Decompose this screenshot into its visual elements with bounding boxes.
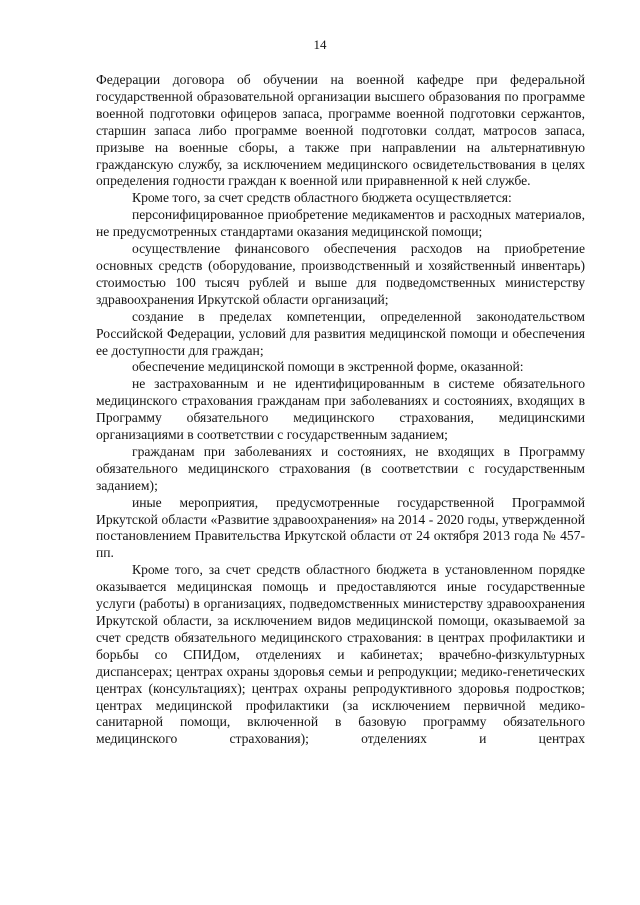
paragraph-fixed-assets: осуществление финансового обеспечения расходов на приобретение основных средств (оборудование, производственный и хозяйственный инвентарь) стоимостью 100 тысяч рублей и выше для подведомственных министерству здравоохранения Иркутской области организаций;: [96, 241, 585, 307]
paragraph-citizens-not-in-program: гражданам при заболеваниях и состояниях, не входящих в Программу обязательного медицинского страхования (в соответствии с государственным заданием);: [96, 443, 585, 493]
body-text: [96, 72, 585, 748]
paragraph-conditions: создание в пределах компетенции, определенной законодательством Российской Федерации, условий для развития медицинской помощи и обеспечения ее доступности для граждан;: [96, 308, 585, 358]
paragraph-additional-services: Кроме того, за счет средств областного бюджета в установленном порядке оказывается медицинская помощь и предоставляются иные государственные услуги (работы) в организациях, подведомственных министерству здравоохранения Иркутской области, за исключением видов медицинской помощи, оказываемой за счет средств обязательного медицинского страхования: в центрах профилактики и борьбы со СПИДом, отделениях и кабинетах; врачебно-физкультурных диспансерах; центрах охраны здоровья семьи и репродукции; медико-генетических центрах (консультациях); центрах охраны репродуктивного здоровья подростков; центрах медицинской профилактики (за исключением первичной медико-санитарной помощи, включенной в базовую программу обязательного медицинского страхования); отделениях и центрах: [96, 562, 585, 747]
page-number: 14: [313, 37, 327, 52]
paragraph-other-measures: иные мероприятия, предусмотренные государственной Программой Иркутской области «Развитие здравоохранения» на 2014 - 2020 годы, утвержденной постановлением Правительства Иркутской области от 24 октября 2013 года № 457-пп.: [96, 494, 585, 561]
paragraph-emergency-care: обеспечение медицинской помощи в экстренной форме, оказанной:: [132, 359, 524, 375]
paragraph-continuation: Федерации договора об обучении на военной кафедре при федеральной государственной образовательной организации высшего образования по программе военной подготовки офицеров запаса, программе военной подготовки сержантов, старшин запаса либо программе военной подготовки солдат, матросов запаса, призыве на военные сборы, а также при направлении на альтернативную гражданскую службу, за исключением медицинского освидетельствования в целях определения годности граждан к военной или приравненной к ней службе.: [96, 72, 585, 189]
paragraph-medications: персонифицированное приобретение медикаментов и расходных материалов, не предусмотренных стандартами оказания медицинской помощи;: [96, 207, 585, 240]
paragraph-uninsured: не застрахованным и не идентифицированным в системе обязательного медицинского страхования гражданам при заболеваниях и состояниях, входящих в Программу обязательного медицинского страхования, медицинскими организациями в соответствии с государственным заданием;: [96, 376, 585, 443]
paragraph-regional-budget-intro: Кроме того, за счет средств областного бюджета осуществляется:: [132, 190, 512, 206]
